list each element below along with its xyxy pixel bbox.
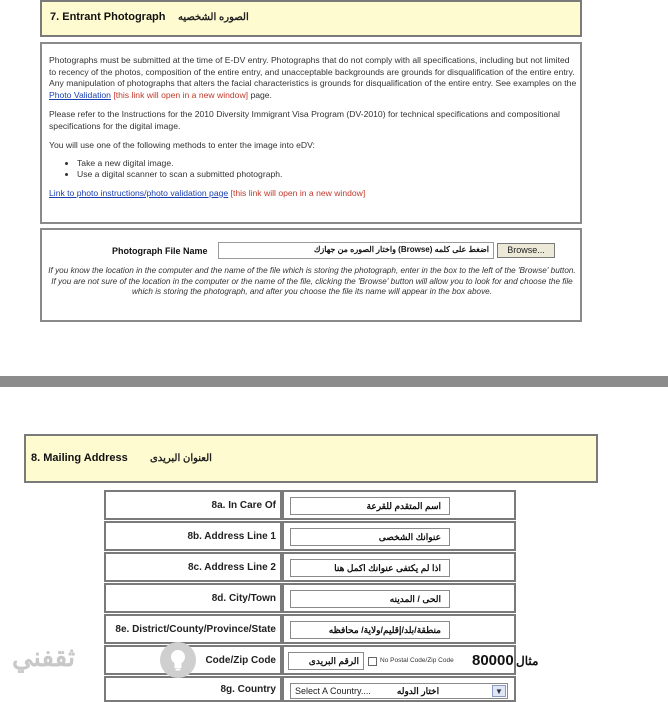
address-line1-input[interactable]: عنوانك الشخصى bbox=[290, 528, 450, 546]
address-field-8a-cell bbox=[282, 490, 516, 520]
instructions-link-line bbox=[49, 188, 577, 200]
section8-title-ar: العنوان البريدى bbox=[150, 453, 212, 464]
methods-list bbox=[49, 158, 577, 180]
section8-title: 8. Mailing Address bbox=[31, 452, 128, 464]
row-label: 8d. City/Town bbox=[211, 592, 276, 604]
row-label: 8g. Country bbox=[220, 683, 276, 695]
photo-validation-link[interactable]: Photo Validation bbox=[49, 89, 111, 100]
row-label: Code/Zip Code bbox=[205, 654, 276, 666]
section7-header bbox=[40, 0, 582, 37]
instructions-paragraph: Please refer to the Instructions for the 2010 Diversity Immigrant Visa Program (DV-2010) for technical specifications and compositional specifications for the digital image. bbox=[49, 109, 560, 131]
country-hint-ar: اختار الدوله bbox=[396, 685, 440, 696]
photo-file-input[interactable]: اضغط على كلمه (Browse) واختار الصوره من جهازك bbox=[218, 242, 494, 259]
zip-code-input[interactable]: الرقم البريدى bbox=[288, 652, 364, 670]
address-row-8d bbox=[104, 583, 282, 613]
zip-example-value: 80000 bbox=[472, 652, 514, 669]
section8-header bbox=[24, 434, 598, 483]
address-field-8b-cell bbox=[282, 521, 516, 551]
address-row-8b bbox=[104, 521, 282, 551]
section7-title: 7. Entrant Photograph bbox=[50, 11, 166, 23]
country-select[interactable] bbox=[290, 683, 508, 699]
row-label: 8c. Address Line 2 bbox=[188, 561, 276, 573]
watermark-text: ثقفني bbox=[12, 642, 76, 672]
photo-file-help: If you know the location in the computer and the name of the file which is storing the photograph, enter in the box to the left of the 'Browse' button. If you are not sure of the location in the computer or the name of the file, clicking the 'Browse' button will allow you to look for and choose the file which is storing the photograph, and after you choose the file its name will appear in the box above. bbox=[48, 266, 576, 296]
section7-title-ar: الصوره الشخصيه bbox=[178, 12, 249, 23]
photo-requirements-paragraph: Photographs must be submitted at the time of E-DV entry. Photographs that do not comply with all specifications, including but not limited to recency of the photos, composition of the entire entry, and unacceptable backgrounds are grounds for disqualification of the entire entry. Any manipulation of photographs that alters the facial characteristics is grounds for disqualification of the entire entry. See examples on the Photo Validation [this link will open in a new window] page. bbox=[49, 55, 577, 100]
page-divider bbox=[0, 376, 668, 387]
photo-instructions-link[interactable]: Link to photo instructions/photo validation page bbox=[49, 187, 229, 198]
new-window-note: [this link will open in a new window] bbox=[230, 187, 366, 198]
lightbulb-icon bbox=[160, 642, 196, 678]
list-item: • Take a new digital image. bbox=[77, 158, 577, 169]
address-row-8a bbox=[104, 490, 282, 520]
row-label: 8b. Address Line 1 bbox=[187, 530, 276, 542]
photo-info-box bbox=[40, 42, 582, 224]
zip-example-label-ar: مثال bbox=[516, 654, 539, 668]
in-care-of-input[interactable]: اسم المتقدم للقرعة bbox=[290, 497, 450, 515]
city-town-input[interactable]: الحى / المدينه bbox=[290, 590, 450, 608]
address-field-8d-cell bbox=[282, 583, 516, 613]
photo-file-box bbox=[40, 228, 582, 322]
country-select-value: Select A Country.... bbox=[295, 686, 371, 696]
watermark-logo bbox=[10, 640, 200, 684]
address-line2-input[interactable]: اذا لم يكتفى عنوانك اكمل هنا bbox=[290, 559, 450, 577]
district-input[interactable]: منطقة/بلد/إقليم/ولاية/ محافظه bbox=[290, 621, 450, 639]
list-item: • Use a digital scanner to scan a submitted photograph. bbox=[77, 169, 577, 180]
address-field-8e-cell bbox=[282, 614, 516, 644]
address-field-8g-cell bbox=[282, 676, 516, 702]
row-label: 8e. District/County/Province/State bbox=[115, 623, 276, 635]
address-field-8c-cell bbox=[282, 552, 516, 582]
no-postal-code-checkbox[interactable] bbox=[368, 657, 377, 666]
photo-file-label: Photograph File Name bbox=[112, 246, 208, 256]
chevron-down-icon[interactable]: ▼ bbox=[492, 685, 506, 697]
new-window-note: [this link will open in a new window] bbox=[113, 89, 249, 100]
address-row-8c bbox=[104, 552, 282, 582]
methods-intro: You will use one of the following methods to enter the image into eDV: bbox=[49, 140, 315, 150]
browse-button[interactable]: Browse... bbox=[497, 243, 555, 258]
row-label: 8a. In Care Of bbox=[211, 499, 276, 511]
no-postal-code-label: No Postal Code/Zip Code bbox=[380, 657, 454, 664]
